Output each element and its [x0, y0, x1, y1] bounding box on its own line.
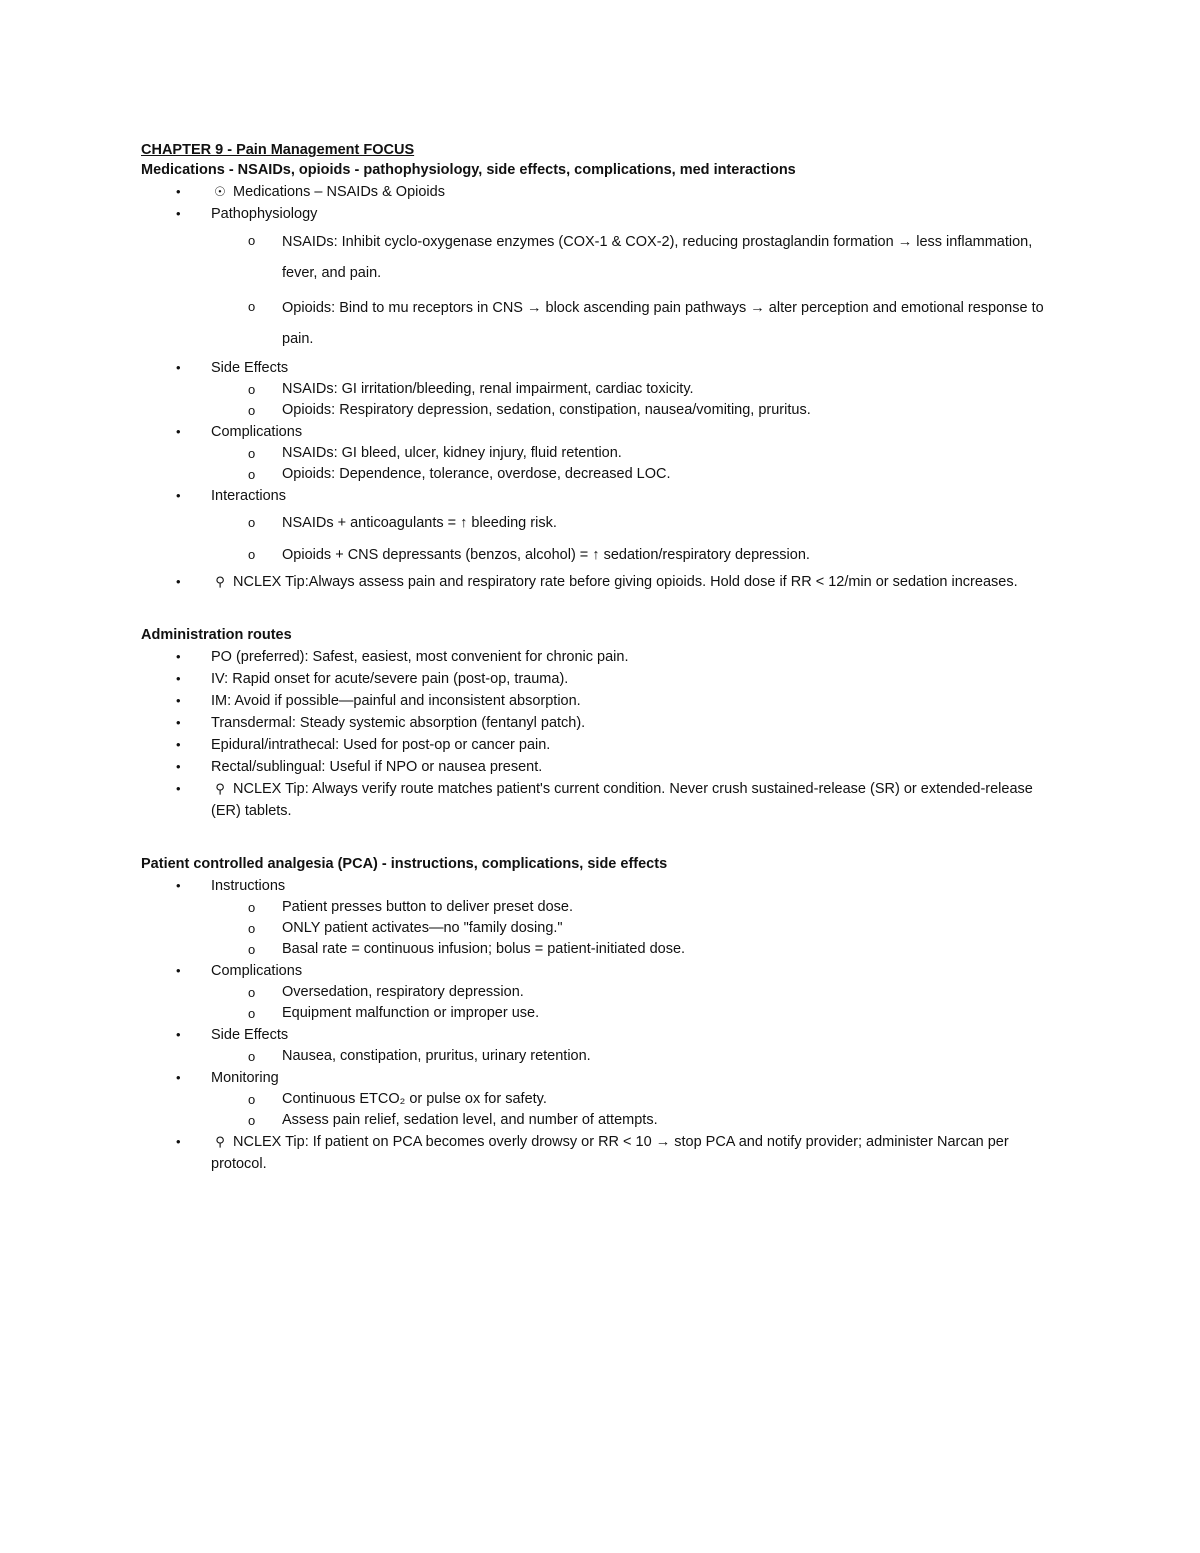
list-item — [141, 960, 1061, 1024]
pill-icon: ☉ — [214, 184, 226, 199]
list-item: • PO (preferred): Safest, easiest, most convenient for chronic pain. — [141, 646, 1061, 668]
list-item — [141, 1131, 1061, 1175]
sub-list-item: o NSAIDs: GI irritation/bleeding, renal impairment, cardiac toxicity. — [141, 379, 1061, 400]
lightbulb-icon: ⚲ — [215, 574, 225, 589]
list-item: • Rectal/sublingual: Useful if NPO or nausea present. — [141, 756, 1061, 778]
side-effects-label: Side Effects — [211, 1027, 289, 1043]
nclex-tip: NCLEX Tip:Always assess pain and respiratory rate before giving opioids. Hold dose if RR < 12/min or sedation increases. — [233, 574, 1018, 590]
sub-list-item: o Nausea, constipation, pruritus, urinary retention. — [141, 1046, 1061, 1067]
list-item: • Transdermal: Steady systemic absorption (fentanyl patch). — [141, 712, 1061, 734]
sub-list-item: o Opioids: Bind to mu receptors in CNS → block ascending pain pathways → alter perception and emotional response to pain. — [141, 291, 1061, 357]
list-item — [141, 357, 1061, 421]
side-effects-label: Side Effects — [211, 360, 289, 376]
complications-label: Complications — [211, 424, 303, 440]
list-item — [141, 875, 1061, 960]
sub-list-item: o Opioids: Respiratory depression, sedation, constipation, nausea/vomiting, pruritus. — [141, 400, 1061, 421]
chapter-title: CHAPTER 9 - Pain Management FOCUS — [141, 142, 415, 158]
document-page — [141, 141, 1061, 1175]
sub-list-item: o Continuous ETCO₂ or pulse ox for safety. — [141, 1089, 1061, 1110]
sub-list-item: o Equipment malfunction or improper use. — [141, 1003, 1061, 1024]
list-item — [141, 1067, 1061, 1131]
list-item: • IV: Rapid onset for acute/severe pain (post-op, trauma). — [141, 668, 1061, 690]
lightbulb-icon: ⚲ — [215, 1134, 225, 1149]
patho-label: Pathophysiology — [211, 206, 318, 222]
list-item — [141, 181, 1061, 203]
sub-list-item: o Opioids + CNS depressants (benzos, alcohol) = ↑ sedation/respiratory depression. — [141, 539, 1061, 571]
sub-list-item: o Basal rate = continuous infusion; bolus = patient-initiated dose. — [141, 939, 1061, 960]
complications-label: Complications — [211, 963, 303, 979]
medications-intro: Medications – NSAIDs & Opioids — [233, 184, 445, 200]
sub-list-item: o NSAIDs: GI bleed, ulcer, kidney injury, fluid retention. — [141, 443, 1061, 464]
pca-list — [141, 875, 1061, 1175]
routes-heading: Administration routes — [141, 627, 292, 643]
monitoring-label: Monitoring — [211, 1070, 279, 1086]
medications-list — [141, 181, 1061, 593]
instructions-label: Instructions — [211, 878, 286, 894]
list-item — [141, 778, 1061, 822]
nclex-tip: NCLEX Tip: Always verify route matches patient's current condition. Never crush sustained-release (SR) or extended-release (ER) tablets. — [211, 781, 1033, 819]
pca-heading: Patient controlled analgesia (PCA) - instructions, complications, side effects — [141, 856, 668, 872]
routes-list — [141, 646, 1061, 822]
sub-list-item: o NSAIDs + anticoagulants = ↑ bleeding risk. — [141, 507, 1061, 539]
sub-list-item: o NSAIDs: Inhibit cyclo-oxygenase enzymes (COX-1 & COX-2), reducing prostaglandin formation → less inflammation, fever, and pain. — [141, 225, 1061, 291]
sub-list-item: o Opioids: Dependence, tolerance, overdose, decreased LOC. — [141, 464, 1061, 485]
sub-list-item: o Oversedation, respiratory depression. — [141, 982, 1061, 1003]
list-item: • Epidural/intrathecal: Used for post-op or cancer pain. — [141, 734, 1061, 756]
list-item — [141, 203, 1061, 357]
sub-list-item: o ONLY patient activates—no "family dosing." — [141, 918, 1061, 939]
list-item — [141, 421, 1061, 485]
sub-list-item: o Assess pain relief, sedation level, and number of attempts. — [141, 1110, 1061, 1131]
list-item: • IM: Avoid if possible—painful and inconsistent absorption. — [141, 690, 1061, 712]
sub-list-item: o Patient presses button to deliver preset dose. — [141, 897, 1061, 918]
interactions-label: Interactions — [211, 488, 286, 504]
medications-heading: Medications - NSAIDs, opioids - pathophysiology, side effects, complications, med interactions — [141, 162, 796, 178]
list-item — [141, 485, 1061, 571]
lightbulb-icon: ⚲ — [215, 781, 225, 796]
list-item — [141, 571, 1061, 593]
nclex-tip: NCLEX Tip: If patient on PCA becomes overly drowsy or RR < 10 → stop PCA and notify provider; administer Narcan per protocol. — [211, 1134, 1009, 1172]
list-item — [141, 1024, 1061, 1067]
